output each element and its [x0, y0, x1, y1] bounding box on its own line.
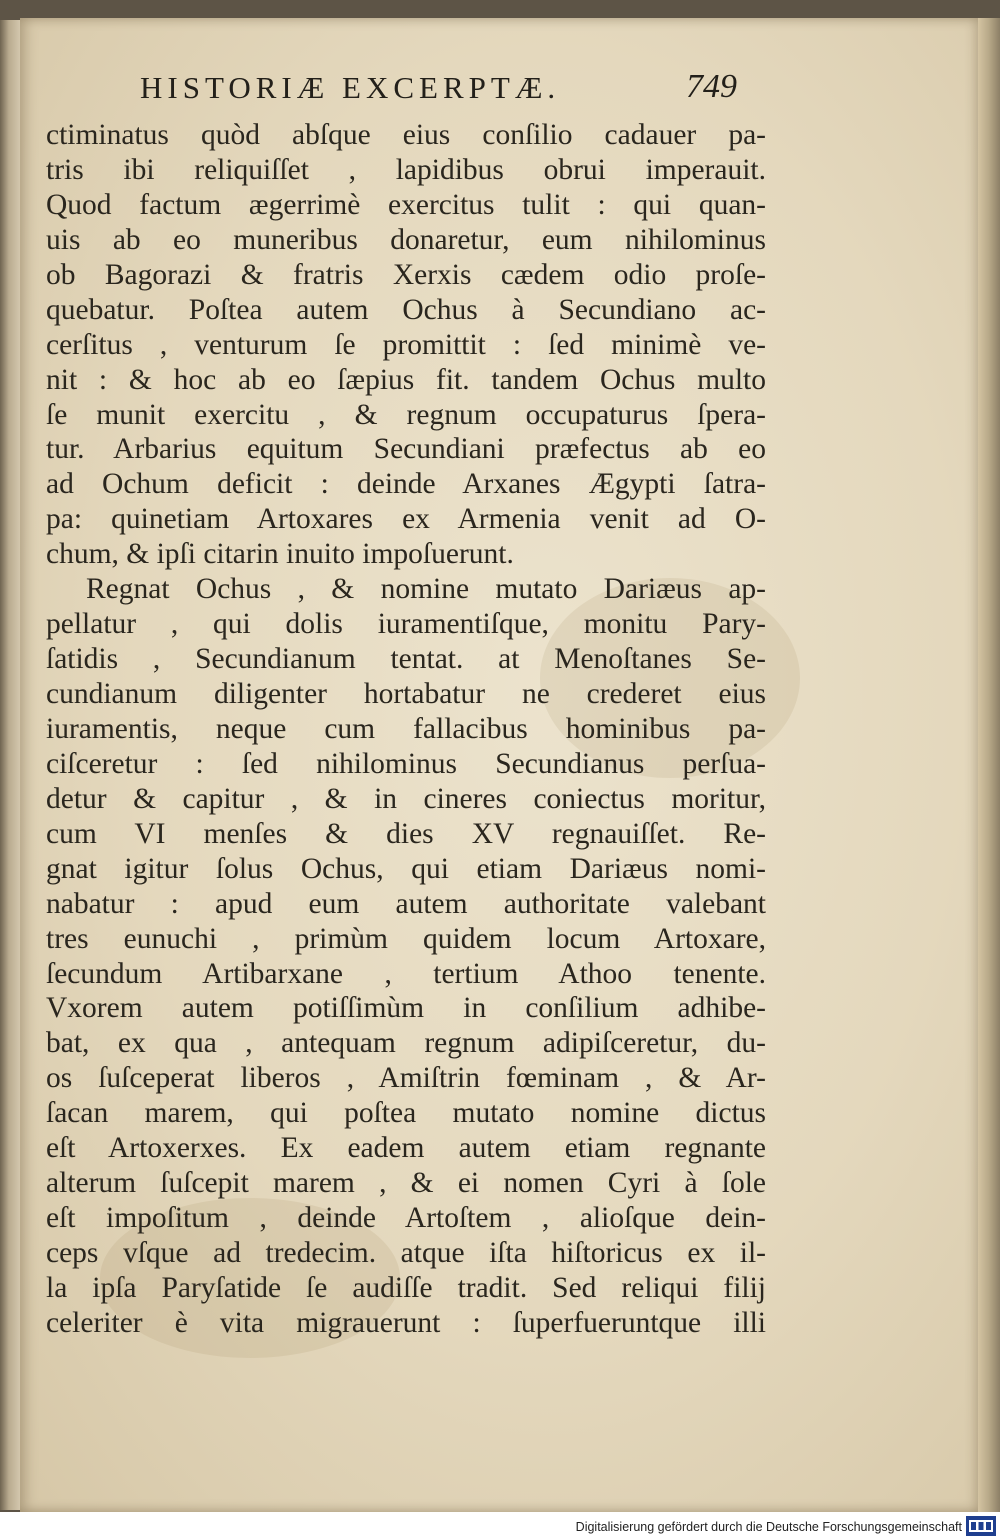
text-line: nabatur : apud eum autem authoritate valebant	[46, 887, 766, 920]
page-number: 749	[686, 68, 737, 105]
text-line: uis ab eo muneribus donaretur, eum nihilominus	[46, 223, 766, 256]
text-line: la ipſa Paryſatide ſe audiſſe tradit. Sed reliqui filij	[46, 1271, 766, 1304]
text-line: quebatur. Poſtea autem Ochus à Secundiano ac-	[46, 293, 766, 326]
text-line: ctiminatus quòd abſque eius conſilio cadauer pa-	[46, 119, 766, 151]
text-line: ob Bagorazi & fratris Xerxis cædem odio proſe-	[46, 258, 766, 291]
text-line: iuramentis, neque cum fallacibus hominibus pa-	[46, 712, 766, 745]
text-line: detur & capitur , & in cineres coniectus moritur,	[46, 782, 766, 815]
text-line: eſt Artoxerxes. Ex eadem autem etiam regnante	[46, 1132, 766, 1165]
text-line: tris ibi reliquiſſet , lapidibus obrui imperauit.	[46, 153, 766, 186]
text-line: ſe munit exercitu , & regnum occupaturus ſpera-	[46, 398, 766, 431]
text-line: Vxorem autem potiſſimùm in conſilium adhibe-	[46, 992, 766, 1025]
text-line: cerſitus , venturum ſe promittit : ſed minimè ve-	[46, 328, 766, 361]
text-line: ad Ochum deficit : deinde Arxanes Ægypti ſatra-	[46, 468, 766, 501]
text-line: cundianum diligenter hortabatur ne crederet eius	[46, 678, 766, 710]
text-line: ceps vſque ad tredecim. atque iſta hiſtoricus ex il-	[46, 1237, 766, 1269]
previous-page-edge	[0, 20, 22, 1510]
text-line: chum, & ipſi citarin inuito impoſuerunt.	[46, 538, 514, 571]
digitization-credit: Digitalisierung gefördert durch die Deutsche Forschungsgemeinschaft	[575, 1520, 962, 1534]
text-line: bat, ex qua , antequam regnum adipiſceretur, du-	[46, 1027, 766, 1060]
text-line: tur. Arbarius equitum Secundiani præfectus ab eo	[46, 433, 766, 466]
running-head: HISTORIÆ EXCERPTÆ.	[140, 70, 561, 105]
text-line: ſacan marem, qui poſtea mutato nomine dictus	[46, 1097, 766, 1130]
text-line: tres eunuchi , primùm quidem locum Artoxare,	[46, 922, 766, 955]
text-line: Regnat Ochus , & nomine mutato Dariæus ap-	[86, 573, 766, 606]
text-line: celeriter è vita migrauerunt : ſuperfueruntque illi	[46, 1306, 766, 1339]
text-line: cum VI menſes & dies XV regnauiſſet. Re-	[46, 817, 766, 850]
text-line: ciſceretur : ſed nihilominus Secundianus perſua-	[46, 747, 766, 780]
text-line: os ſuſceperat liberos , Amiſtrin fœminam , & Ar-	[46, 1062, 766, 1095]
text-line: ſecundum Artibarxane , tertium Athoo tenente.	[46, 957, 766, 990]
body-text	[46, 118, 766, 1338]
text-line: alterum ſuſcepit marem , & ei nomen Cyri à ſole	[46, 1167, 766, 1200]
text-line: pellatur , qui dolis iuramentiſque, monitu Pary-	[46, 608, 766, 641]
page-fore-edge	[978, 18, 1000, 1512]
text-line: ſatidis , Secundianum tentat. at Menoſtanes Se-	[46, 643, 766, 676]
dfg-logo-icon	[966, 1516, 996, 1536]
text-line: pa: quinetiam Artoxares ex Armenia venit ad O-	[46, 503, 766, 536]
text-line: nit : & hoc ab eo ſæpius fit. tandem Ochus multo	[46, 363, 766, 396]
text-line: Quod factum ægerrimè exercitus tulit : qui quan-	[46, 188, 766, 221]
text-line: gnat igitur ſolus Ochus, qui etiam Dariæus nomi-	[46, 852, 766, 885]
text-line: eſt impoſitum , deinde Artoſtem , alioſque dein-	[46, 1202, 766, 1235]
